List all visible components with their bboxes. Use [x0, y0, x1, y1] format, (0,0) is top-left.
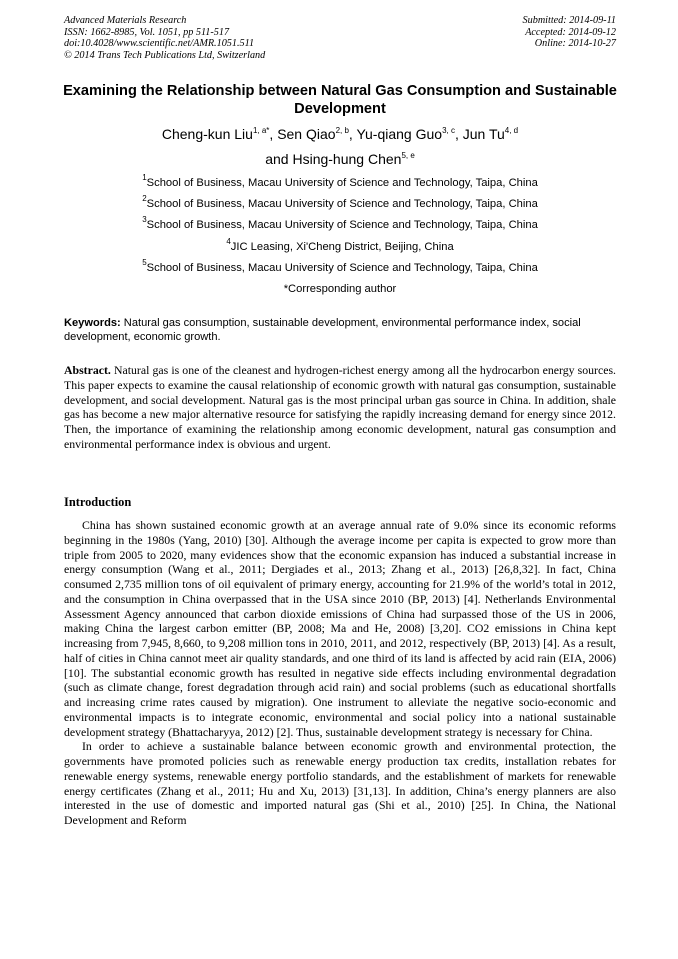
- paragraph: In order to achieve a sustainable balance between economic growth and environmental protection, the governments have promoted policies such as renewable energy production tax credits, installation rebates for renewable energy systems, renewable energy portfolio standards, and the establishment of markets for renewable energy certificates (Zhang et al., 2011; Hu and Xu, 2013) [31,13]. In addition, China’s energy planners are also interested in the use of domestic and imported natural gas (Shi et al., 2010) [25]. In China, the National Development and Reform: [64, 739, 616, 827]
- author-sup: 3, c: [442, 126, 455, 135]
- introduction-body: [64, 518, 616, 828]
- issn-line: ISSN: 1662-8985, Vol. 1051, pp 511-517: [64, 26, 230, 38]
- author-list: [40, 122, 640, 172]
- author: Jun Tu: [462, 126, 505, 142]
- abstract: [64, 363, 616, 452]
- journal-header: [64, 15, 265, 61]
- affiliation-sup: 5: [142, 257, 147, 267]
- affiliation-text: School of Business, Macau University of Science and Technology, Taipa, China: [146, 219, 538, 232]
- keywords-text: Natural gas consumption, sustainable development, environmental performance index, social development, economic growth.: [64, 317, 581, 343]
- affiliation-sup: 4: [226, 236, 231, 246]
- abstract-text: Natural gas is one of the cleanest and hydrogen-richest energy among all the hydrocarbon energy sources. This paper expects to examine the causal relationship of economic growth with natural gas consumption, sustainable development, and social development. Natural gas is the most principal urban gas source in China. In addition, shale gas has become a new major alternative resource for satisfying the rapidly increasing demand for energy since 2012. Then, the importance of examining the relationship among economic development, natural gas consumption and environmental performance index is obvious and urgent.: [64, 363, 616, 451]
- author-sup: 1, a*: [252, 126, 270, 135]
- author-sup: 5, e: [401, 151, 415, 160]
- affiliation: [40, 194, 640, 215]
- affiliation: [40, 258, 640, 279]
- copyright-line: © 2014 Trans Tech Publications Ltd, Switzerland: [64, 49, 266, 61]
- introduction-heading: Introduction: [64, 495, 132, 509]
- author-line-2: [40, 147, 640, 172]
- affiliation-list: [40, 173, 640, 300]
- paragraph: China has shown sustained economic growth at an average annual rate of 9.0% since its economic reforms beginning in the 1980s (Yang, 2010) [30]. Although the average income per capita is expected to grow more than triple from 2005 to 2020, many evidences show that the economic expansion has induced a substantial increase in energy consumption (Wang et al., 2011; Dergiades et al., 2013; Zhang et al., 2013) [26,8,32]. In fact, China consumed 2,735 million tons of oil equivalent of primary energy, accounting for 21.9% of the world’s total in 2012, and the consumption in China overpassed that in the USA since 2010 (BP, 2013) [4]. Netherlands Environmental Assessment Agency announced that carbon dioxide emissions of China had surpassed those of the US in 2006, making China the largest carbon emitter (BP, 2008; Ma and He, 2008) [3,20]. CO2 emissions in China kept increasing from 7,945, 8,660, to 9,208 million tons in 2010, 2011, and 2012, respectively (BP, 2013) [4]. As a result, half of cities in China cannot meet air quality standards, and one third of its land is affected by acid rain (EIA, 2006) [10]. The substantial economic growth has resulted in negative side effects including environmental degradation (such as climate change, forest degradation through acid rain) and social problems (such as educational shortfalls and increasing crime rates caused by migration). One instrument to alleviate the negative socio-economic and environmental impacts is to integrate economic, environmental and social policy into a national sustainable development strategy (Bhattacharyya, 2012) [2]. Thus, sustainable development strategy is necessary for China.: [64, 518, 616, 739]
- keywords-label: Keywords:: [64, 317, 121, 329]
- abstract-label: Abstract.: [64, 363, 111, 377]
- affiliation: [40, 215, 640, 236]
- paper-title: Examining the Relationship between Natural Gas Consumption and Sustainable Development: [63, 83, 617, 117]
- affiliation-text: School of Business, Macau University of Science and Technology, Taipa, China: [146, 177, 538, 189]
- author-sep: ,: [454, 126, 463, 142]
- author: Yu-qiang Guo: [356, 126, 443, 142]
- affiliation-text: JIC Leasing, Xi'Cheng District, Beijing, China: [230, 240, 454, 253]
- submitted-date: Submitted: 2014-09-11: [522, 15, 616, 26]
- affiliation-text: School of Business, Macau University of Science and Technology, Taipa, China: [146, 261, 538, 274]
- corresponding-author-note: *Corresponding author: [283, 282, 397, 295]
- affiliation-sup: 1: [142, 173, 147, 182]
- affiliation-sup: 3: [142, 215, 147, 225]
- author-sep: ,: [348, 126, 357, 142]
- affiliation: [40, 173, 640, 194]
- journal-name: Advanced Materials Research: [64, 15, 187, 26]
- author: Cheng-kun Liu: [161, 126, 253, 142]
- author: Sen Qiao: [277, 126, 336, 142]
- online-date: Online: 2014-10-27: [534, 38, 616, 50]
- affiliation: [40, 237, 640, 258]
- affiliation-text: School of Business, Macau University of Science and Technology, Taipa, China: [146, 198, 538, 211]
- doi-line: doi:10.4028/www.scientific.net/AMR.1051.511: [64, 38, 255, 50]
- accepted-date: Accepted: 2014-09-12: [525, 26, 616, 38]
- author-sup: 4, d: [504, 126, 519, 135]
- author: and Hsing-hung Chen: [265, 151, 402, 167]
- author-line-1: [40, 122, 640, 147]
- keywords: [64, 316, 616, 344]
- author-sep: ,: [269, 126, 278, 142]
- dates-header: [523, 15, 616, 50]
- author-sup: 2, b: [335, 126, 349, 135]
- affiliation-sup: 2: [142, 194, 147, 204]
